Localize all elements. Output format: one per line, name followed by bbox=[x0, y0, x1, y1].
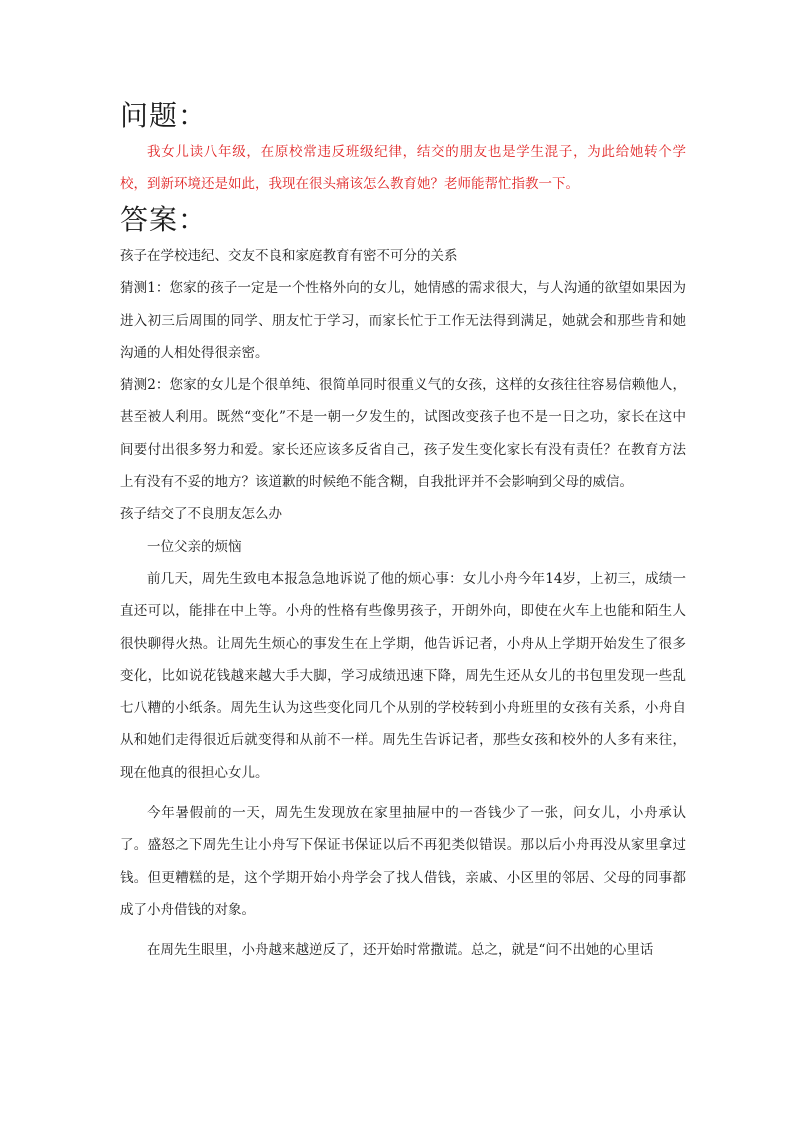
story-paragraph-1: 前几天，周先生致电本报急急地诉说了他的烦心事：女儿小舟今年14岁，上初三，成绩一直还可以，能排在中上等。小舟的性格有些像男孩子，开朗外向，即使在火车上也能和陌生人很快聊得火热。让周先生烦心的事发生在上学期，他告诉记者，小舟从上学期开始发生了很多变化，比如说花钱越来越大手大脚，学习成绩迅速下降，周先生还从女儿的书包里发现一些乱七八糟的小纸条。周先生认为这些变化同几个从别的学校转到小舟班里的女孩有关系，小舟自从和她们走得很近后就变得和从前不一样。周先生告诉记者，那些女孩和校外的人多有来往，现在他真的很担心女儿。 bbox=[120, 570, 686, 781]
document-page bbox=[120, 96, 686, 967]
story-paragraph-2: 今年暑假前的一天，周先生发现放在家里抽屉中的一沓钱少了一张，问女儿，小舟承认了。盛怒之下周先生让小舟写下保证书保证以后不再犯类似错误。那以后小舟再没从家里拿过钱。但更糟糕的是，这个学期开始小舟学会了找人借钱，亲戚、小区里的邻居、父母的同事都成了小舟借钱的对象。 bbox=[120, 805, 686, 918]
answer-heading: 答案： bbox=[120, 203, 208, 236]
guess-1-paragraph: 猜测1：您家的孩子一定是一个性格外向的女儿，她情感的需求很大，与人沟通的欲望如果因为进入初三后周围的同学、朋友忙于学习，而家长忙于工作无法得到满足，她就会和那些肯和她沟通的人相处得很亲密。 bbox=[120, 280, 686, 361]
section-heading: 孩子结交了不良朋友怎么办 bbox=[120, 506, 282, 523]
guess-2-paragraph: 猜测2：您家的女儿是个很单纯、很简单同时很重义气的女孩，这样的女孩往往容易信赖他人，甚至被人利用。既然“变化”不是一朝一夕发生的，试图改变孩子也不是一日之功，家长在这中间要付出很多努力和爱。家长还应该多反省自己，孩子发生变化家长有没有责任？在教育方法上有没有不妥的地方？该道歉的时候绝不能含糊，自我批评并不会影响到父母的威信。 bbox=[120, 377, 686, 491]
story-paragraph-3: 在周先生眼里，小舟越来越逆反了，还开始时常撒谎。总之，就是“问不出她的心里话 bbox=[147, 942, 654, 959]
question-heading: 问题： bbox=[120, 99, 208, 132]
question-text: 我女儿读八年级，在原校常违反班级纪律，结交的朋友也是学生混子，为此给她转个学校，到新环境还是如此，我现在很头痛该怎么教育她？老师能帮忙指教一下。 bbox=[120, 144, 686, 192]
subsection-heading: 一位父亲的烦恼 bbox=[147, 538, 242, 555]
answer-summary: 孩子在学校违纪、交友不良和家庭教育有密不可分的关系 bbox=[120, 248, 458, 264]
